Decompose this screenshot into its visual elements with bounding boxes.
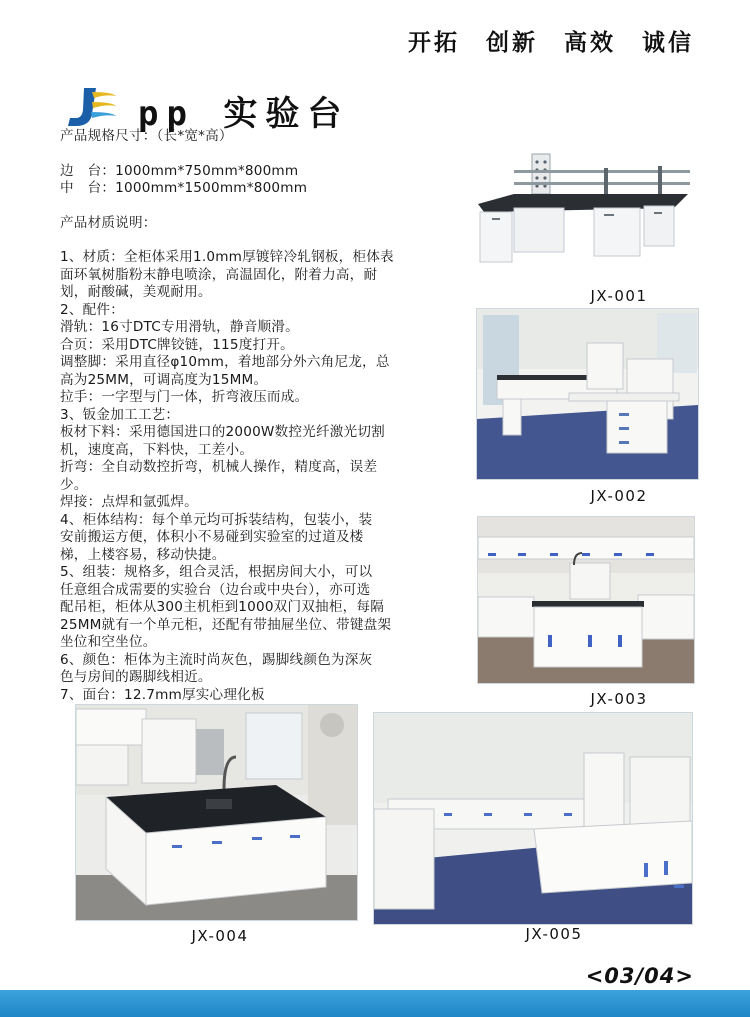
material-line: 拉手：一字型与门一体，折弯液压而成。: [60, 389, 309, 405]
photo-caption: JX-005: [525, 925, 583, 943]
material-line: 色与房间的踢脚线相近。: [60, 669, 212, 685]
material-line: 滑轨：16寸DTC专用滑轨，静音顺滑。: [60, 319, 299, 335]
material-line: 任意组合成需要的实验台（边台或中央台），亦可选: [60, 581, 371, 598]
material-line: 调整脚：采用直径φ10mm，着地部分外六角尼龙，总: [60, 354, 390, 370]
slogan: 开拓 创新 高效 诚信: [408, 30, 694, 56]
material-line: 机，速度高，下料快，工差小。: [60, 441, 254, 458]
material-line: 5、组装：规格多，组合灵活，根据房间大小，可以: [60, 564, 373, 580]
product-description: [60, 128, 478, 704]
material-line: 4、柜体结构：每个单元均可拆装结构，包装小，装: [60, 511, 373, 528]
page-number: <03/04>: [585, 964, 694, 988]
material-line: 3、钣金加工工艺：: [60, 406, 180, 423]
footer-bar: [0, 990, 750, 1017]
material-line: 高为25MM，可调高度为15MM。: [60, 371, 268, 388]
material-heading: 产品材质说明：: [60, 214, 157, 231]
material-line: 安前搬运方便，体积小不易碰到实验室的过道及楼: [60, 529, 364, 545]
material-line: 1、材质：全柜体采用1.0mm厚镀锌冷轧钢板，柜体表: [60, 249, 394, 265]
page-title: pp 实验台: [138, 94, 350, 134]
material-line: 2、配件：: [60, 301, 125, 318]
material-line: 划，耐酸碱，美观耐用。: [60, 284, 212, 300]
material-line: 焊接：点焊和氩弧焊。: [60, 494, 198, 510]
spec-line: 中 台：1000mm*1500mm*800mm: [60, 180, 308, 196]
material-line: 面环氧树脂粉末静电喷涂，高温固化，附着力高，耐: [60, 266, 378, 283]
material-line: 梯，上楼容易，移动快捷。: [60, 546, 226, 563]
photo-caption: JX-002: [590, 487, 648, 505]
photo-caption: JX-004: [191, 927, 249, 945]
product-photo-jx-003: [477, 516, 695, 684]
spec-line: 边 台：1000mm*750mm*800mm: [60, 162, 299, 179]
product-photo-jx-005: [373, 712, 693, 925]
photo-caption: JX-001: [590, 287, 648, 305]
product-photo-jx-002: [476, 308, 699, 480]
material-line: 折弯：全自动数控折弯，机械人操作，精度高，误差: [60, 459, 378, 475]
product-photo-jx-004: [75, 704, 358, 921]
company-logo-icon: [62, 86, 118, 130]
material-line: 25MM就有一个单元柜，还配有带抽屉坐位、带键盘架: [60, 616, 392, 633]
spec-heading: 产品规格尺寸：（长*宽*高）: [60, 128, 233, 144]
material-line: 板材下料：采用德国进口的2000W数控光纤激光切割: [60, 424, 385, 440]
material-line: 7、面台：12.7mm厚实心理化板: [60, 686, 265, 703]
material-line: 配吊柜，柜体从300主机柜到1000双门双抽柜，每隔: [60, 599, 385, 615]
material-line: 少。: [60, 476, 88, 493]
material-line: 6、颜色：柜体为主流时尚灰色，踢脚线颜色为深灰: [60, 651, 373, 668]
material-line: 合页：采用DTC牌铰链，115度打开。: [60, 336, 294, 353]
material-line: 坐位和空坐位。: [60, 634, 157, 650]
product-photo-jx-001: [474, 148, 692, 278]
photo-caption: JX-003: [590, 690, 648, 708]
